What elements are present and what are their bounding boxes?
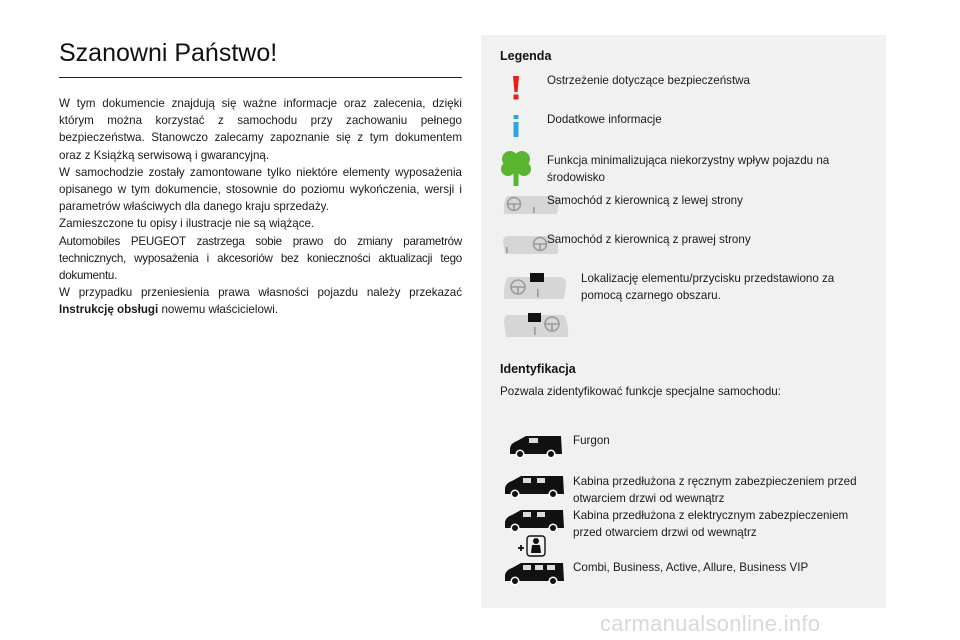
manual-name: Instrukcję obsługi [59, 303, 159, 317]
identification-text: Furgon [573, 434, 610, 447]
intro-paragraph: W tym dokumencie znajdują się ważne informacje oraz zalecenia, dzięki którym można korzystać z samochodu przy zachowaniu pełnego bezpieczeństwa. Stanowczo zalecamy zapoznanie się z tym dokumentem oraz z Książką serwisową i gwarancyjną. [59, 97, 462, 162]
legend-text: Samochód z kierownicą z prawej strony [547, 233, 751, 246]
legend-title: Legenda [500, 49, 552, 63]
legend-panel [481, 35, 886, 608]
identification-text: Combi, Business, Active, Allure, Business VIP [573, 561, 809, 574]
legend-text: Funkcja minimalizująca niekorzystny wpływ pojazdu na środowisko [547, 154, 830, 184]
control-location-icon [502, 271, 568, 303]
identification-title: Identyfikacja [500, 362, 576, 376]
van-icon [507, 434, 563, 460]
legend-text: Ostrzeżenie dotyczące bezpieczeństwa [547, 74, 750, 87]
eco-tree-icon [501, 149, 531, 187]
legend-text: Lokalizację elementu/przycisku przedstawiono za pomocą czarnego obszaru. [581, 272, 835, 302]
control-location-icon [502, 309, 572, 341]
identification-subtitle: Pozwala zidentyfikować funkcje specjalne samochodu: [500, 385, 781, 398]
intro-text [59, 95, 462, 319]
identification-text: Kabina przedłużona z ręcznym zabezpieczeniem przed otwarciem drzwi od wewnątrz [573, 475, 857, 505]
intro-column [59, 36, 462, 319]
legend-text: Dodatkowe informacje [547, 113, 662, 126]
legend-text: Samochód z kierownicą z lewej strony [547, 194, 743, 207]
warning-exclamation-icon [508, 75, 524, 101]
page-title: Szanowni Państwo! [59, 39, 278, 67]
identification-text: Kabina przedłużona z elektrycznym zabezpieczeniem przed otwarciem drzwi od wewnątrz [573, 509, 849, 539]
intro-paragraph: Automobiles PEUGEOT zastrzega sobie prawo do zmiany parametrów technicznych, wyposażenia i akcesoriów bez konieczności aktualizacji tego dokumentu. [59, 234, 462, 283]
combi-icon [503, 561, 565, 587]
crew-cab-electric-icon [503, 508, 565, 534]
intro-paragraph-ownership: W przypadku przeniesienia prawa własności pojazdu należy przekazać Instrukcję obsługi nowemu właścicielowi. [59, 286, 462, 317]
child-lock-icon [517, 535, 547, 557]
info-icon [509, 114, 523, 138]
title-divider [59, 77, 462, 78]
intro-paragraph: W samochodzie zostały zamontowane tylko niektóre elementy wyposażenia opisanego w tym dokumencie, stosownie do poziomu wykończenia, wersji i parametrów właściwych dla danego kraju sprzedaży. [59, 165, 462, 214]
intro-paragraph: Zamieszczone tu opisy i ilustracje nie są wiążące. [59, 217, 315, 231]
crew-cab-manual-icon [503, 474, 565, 500]
watermark[interactable]: carmanualsonline.info [600, 611, 821, 636]
